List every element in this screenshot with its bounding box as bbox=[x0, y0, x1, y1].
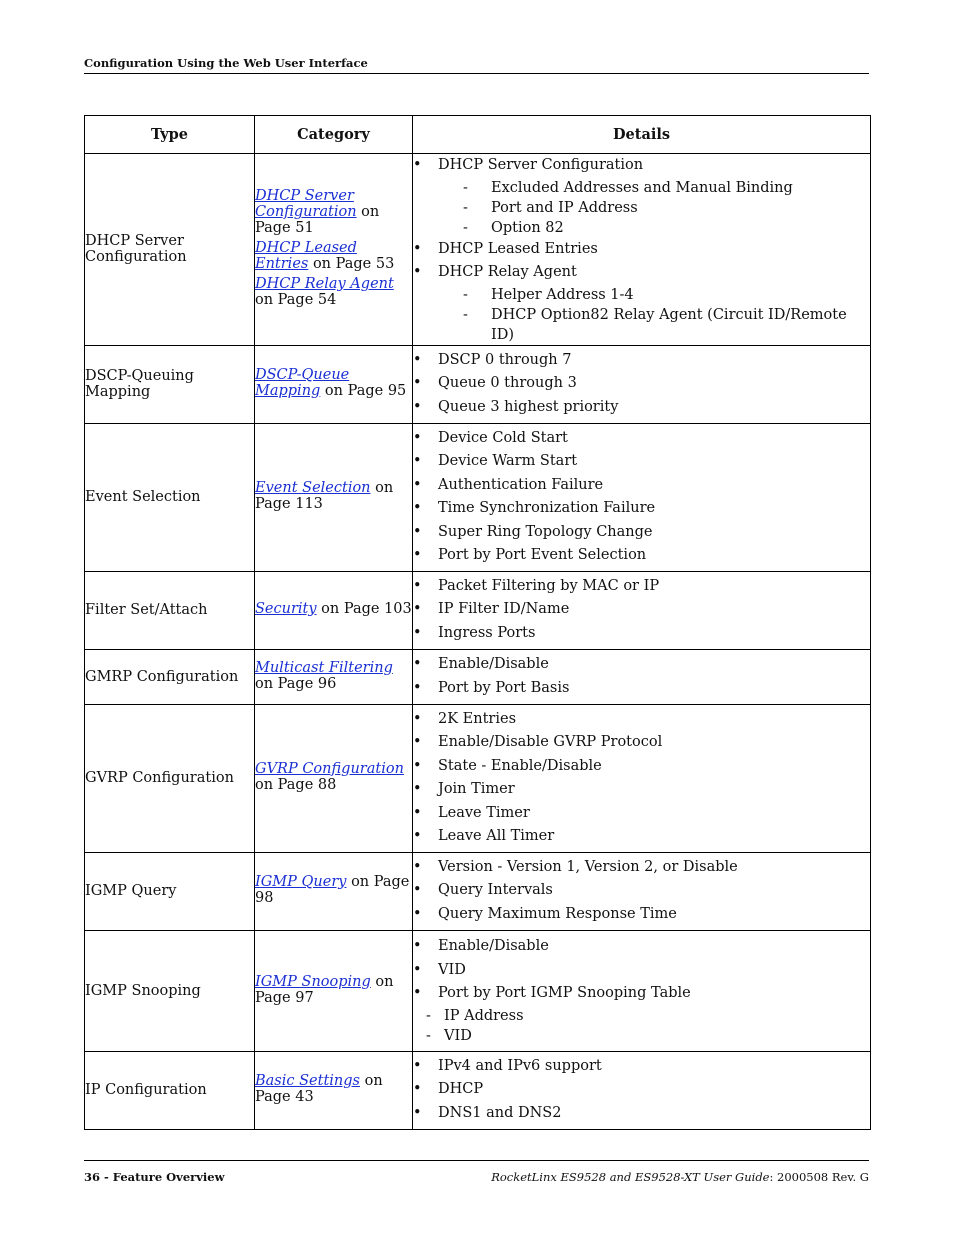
footer-rule bbox=[84, 1160, 869, 1161]
page-ref: on Page 54 bbox=[255, 292, 337, 309]
category-ref bbox=[255, 761, 412, 793]
detail-item: • 2K Entries bbox=[413, 708, 870, 732]
cross-reference-link[interactable]: Event Selection bbox=[255, 480, 371, 496]
detail-subitem: - DHCP Option82 Relay Agent (Circuit ID/Remote ID) bbox=[438, 305, 870, 345]
details-cell bbox=[413, 649, 871, 704]
detail-item: • VID bbox=[413, 959, 870, 983]
detail-item: • Queue 0 through 3 bbox=[413, 372, 870, 396]
cross-reference-link[interactable]: GVRP Configuration bbox=[255, 761, 404, 777]
category-ref bbox=[255, 276, 412, 308]
page-ref: on Page 51 bbox=[255, 204, 380, 237]
category-ref bbox=[255, 480, 412, 512]
detail-item: • DHCP bbox=[413, 1078, 870, 1102]
category-ref bbox=[255, 240, 412, 272]
table-row bbox=[85, 423, 871, 571]
category-ref bbox=[255, 188, 412, 236]
detail-item: • Super Ring Topology Change bbox=[413, 521, 870, 545]
detail-item: • Queue 3 highest priority bbox=[413, 396, 870, 420]
feature-table bbox=[84, 115, 871, 1130]
detail-item: • Query Maximum Response Time bbox=[413, 903, 870, 927]
detail-item: • Packet Filtering by MAC or IP bbox=[413, 575, 870, 599]
type-cell: GMRP Configuration bbox=[85, 649, 255, 704]
column-header-category: Category bbox=[255, 116, 413, 154]
detail-item: • Port by Port Basis bbox=[413, 677, 870, 701]
detail-item: • IPv4 and IPv6 support bbox=[413, 1055, 870, 1079]
table-row bbox=[85, 345, 871, 423]
page-ref: on Page 95 bbox=[320, 383, 407, 399]
cross-reference-link[interactable]: IGMP Query bbox=[255, 874, 347, 890]
table-row bbox=[85, 930, 871, 1051]
detail-subitem: - IP Address bbox=[413, 1006, 870, 1026]
column-header-details: Details bbox=[413, 116, 871, 154]
detail-item: • Enable/Disable GVRP Protocol bbox=[413, 731, 870, 755]
detail-item: • DSCP 0 through 7 bbox=[413, 349, 870, 373]
category-cell bbox=[255, 1051, 413, 1129]
category-ref bbox=[255, 367, 412, 399]
category-ref bbox=[255, 1073, 412, 1105]
column-header-type: Type bbox=[85, 116, 255, 154]
detail-item: • DHCP Leased Entries bbox=[413, 238, 870, 262]
details-cell bbox=[413, 345, 871, 423]
table-row bbox=[85, 649, 871, 704]
detail-item: • IP Filter ID/Name bbox=[413, 598, 870, 622]
table-row bbox=[85, 852, 871, 930]
detail-subitem: - Port and IP Address bbox=[438, 198, 870, 218]
table-row bbox=[85, 154, 871, 346]
guide-title: RocketLinx ES9528 and ES9528-XT User Guide bbox=[491, 1170, 770, 1184]
category-cell bbox=[255, 423, 413, 571]
category-ref bbox=[255, 601, 412, 617]
cross-reference-link[interactable]: DHCP Relay Agent bbox=[255, 276, 394, 293]
doc-revision: : 2000508 Rev. G bbox=[769, 1170, 869, 1184]
type-cell: IGMP Snooping bbox=[85, 930, 255, 1051]
detail-subitem: - Helper Address 1-4 bbox=[438, 285, 870, 305]
table-header-row bbox=[85, 116, 871, 154]
category-cell bbox=[255, 852, 413, 930]
type-cell: IGMP Query bbox=[85, 852, 255, 930]
cross-reference-link[interactable]: Basic Settings bbox=[255, 1073, 360, 1089]
detail-item: • DNS1 and DNS2 bbox=[413, 1102, 870, 1126]
details-cell bbox=[413, 852, 871, 930]
running-header: Configuration Using the Web User Interface bbox=[84, 56, 368, 70]
detail-subitem: - VID bbox=[413, 1026, 870, 1046]
detail-item: • Leave All Timer bbox=[413, 825, 870, 849]
category-cell bbox=[255, 571, 413, 649]
type-cell: DHCP Server Configuration bbox=[85, 154, 255, 346]
details-cell bbox=[413, 1051, 871, 1129]
category-cell bbox=[255, 345, 413, 423]
category-cell bbox=[255, 154, 413, 346]
detail-item: • Ingress Ports bbox=[413, 622, 870, 646]
details-cell bbox=[413, 704, 871, 852]
page-ref: on Page 53 bbox=[308, 256, 395, 273]
page-number-footer: 36 - Feature Overview bbox=[84, 1170, 225, 1184]
detail-item: • Device Warm Start bbox=[413, 450, 870, 474]
detail-item: • Enable/Disable bbox=[413, 935, 870, 959]
document-title-footer bbox=[491, 1170, 869, 1184]
page-ref: on Page 96 bbox=[255, 675, 337, 692]
detail-item: • Port by Port Event Selection bbox=[413, 544, 870, 568]
detail-item: • Authentication Failure bbox=[413, 474, 870, 498]
detail-subitem: - Option 82 bbox=[438, 218, 870, 238]
details-cell bbox=[413, 423, 871, 571]
type-cell: DSCP-Queuing Mapping bbox=[85, 345, 255, 423]
cross-reference-link[interactable]: DHCP Leased Entries bbox=[255, 240, 357, 273]
details-cell bbox=[413, 154, 871, 346]
page-ref: on Page 88 bbox=[255, 777, 337, 793]
category-ref bbox=[255, 974, 412, 1006]
detail-item: • Time Synchronization Failure bbox=[413, 497, 870, 521]
detail-item: • Query Intervals bbox=[413, 879, 870, 903]
page-ref: on Page 98 bbox=[255, 874, 410, 906]
detail-item: • State - Enable/Disable bbox=[413, 755, 870, 779]
detail-item: • Version - Version 1, Version 2, or Disable bbox=[413, 856, 870, 880]
detail-item: • Device Cold Start bbox=[413, 427, 870, 451]
table-row bbox=[85, 1051, 871, 1129]
detail-item: • Join Timer bbox=[413, 778, 870, 802]
detail-item: • Leave Timer bbox=[413, 802, 870, 826]
detail-subitem: - Excluded Addresses and Manual Binding bbox=[438, 178, 870, 198]
type-cell: Event Selection bbox=[85, 423, 255, 571]
cross-reference-link[interactable]: Security bbox=[255, 601, 317, 617]
detail-item: • DHCP Relay Agent - Helper Address 1-4 - DHCP Option82 Relay Agent (Circuit ID/Remote ID) bbox=[413, 261, 870, 345]
page-ref: on Page 103 bbox=[316, 601, 412, 617]
cross-reference-link[interactable]: IGMP Snooping bbox=[255, 973, 371, 990]
detail-item: • Enable/Disable bbox=[413, 653, 870, 677]
cross-reference-link[interactable]: DHCP Server Configuration bbox=[255, 188, 357, 221]
cross-reference-link[interactable]: Multicast Filtering bbox=[255, 659, 393, 676]
type-cell: GVRP Configuration bbox=[85, 704, 255, 852]
details-cell bbox=[413, 930, 871, 1051]
category-ref bbox=[255, 874, 412, 906]
category-cell bbox=[255, 930, 413, 1051]
category-ref bbox=[255, 660, 412, 692]
page-ref: on Page 113 bbox=[255, 480, 394, 512]
table-row bbox=[85, 571, 871, 649]
page-ref: on Page 43 bbox=[255, 1073, 383, 1105]
category-cell bbox=[255, 704, 413, 852]
details-cell bbox=[413, 571, 871, 649]
page-ref: on Page 97 bbox=[255, 973, 394, 1006]
type-cell: IP Configuration bbox=[85, 1051, 255, 1129]
cross-reference-link[interactable]: DSCP-Queue Mapping bbox=[255, 367, 350, 399]
table-row bbox=[85, 704, 871, 852]
header-rule bbox=[84, 73, 869, 74]
type-cell: Filter Set/Attach bbox=[85, 571, 255, 649]
detail-item: • DHCP Server Configuration - Excluded Addresses and Manual Binding - Port and IP Address - Option 82 bbox=[413, 154, 870, 238]
detail-item: • Port by Port IGMP Snooping Table bbox=[413, 982, 870, 1006]
category-cell bbox=[255, 649, 413, 704]
